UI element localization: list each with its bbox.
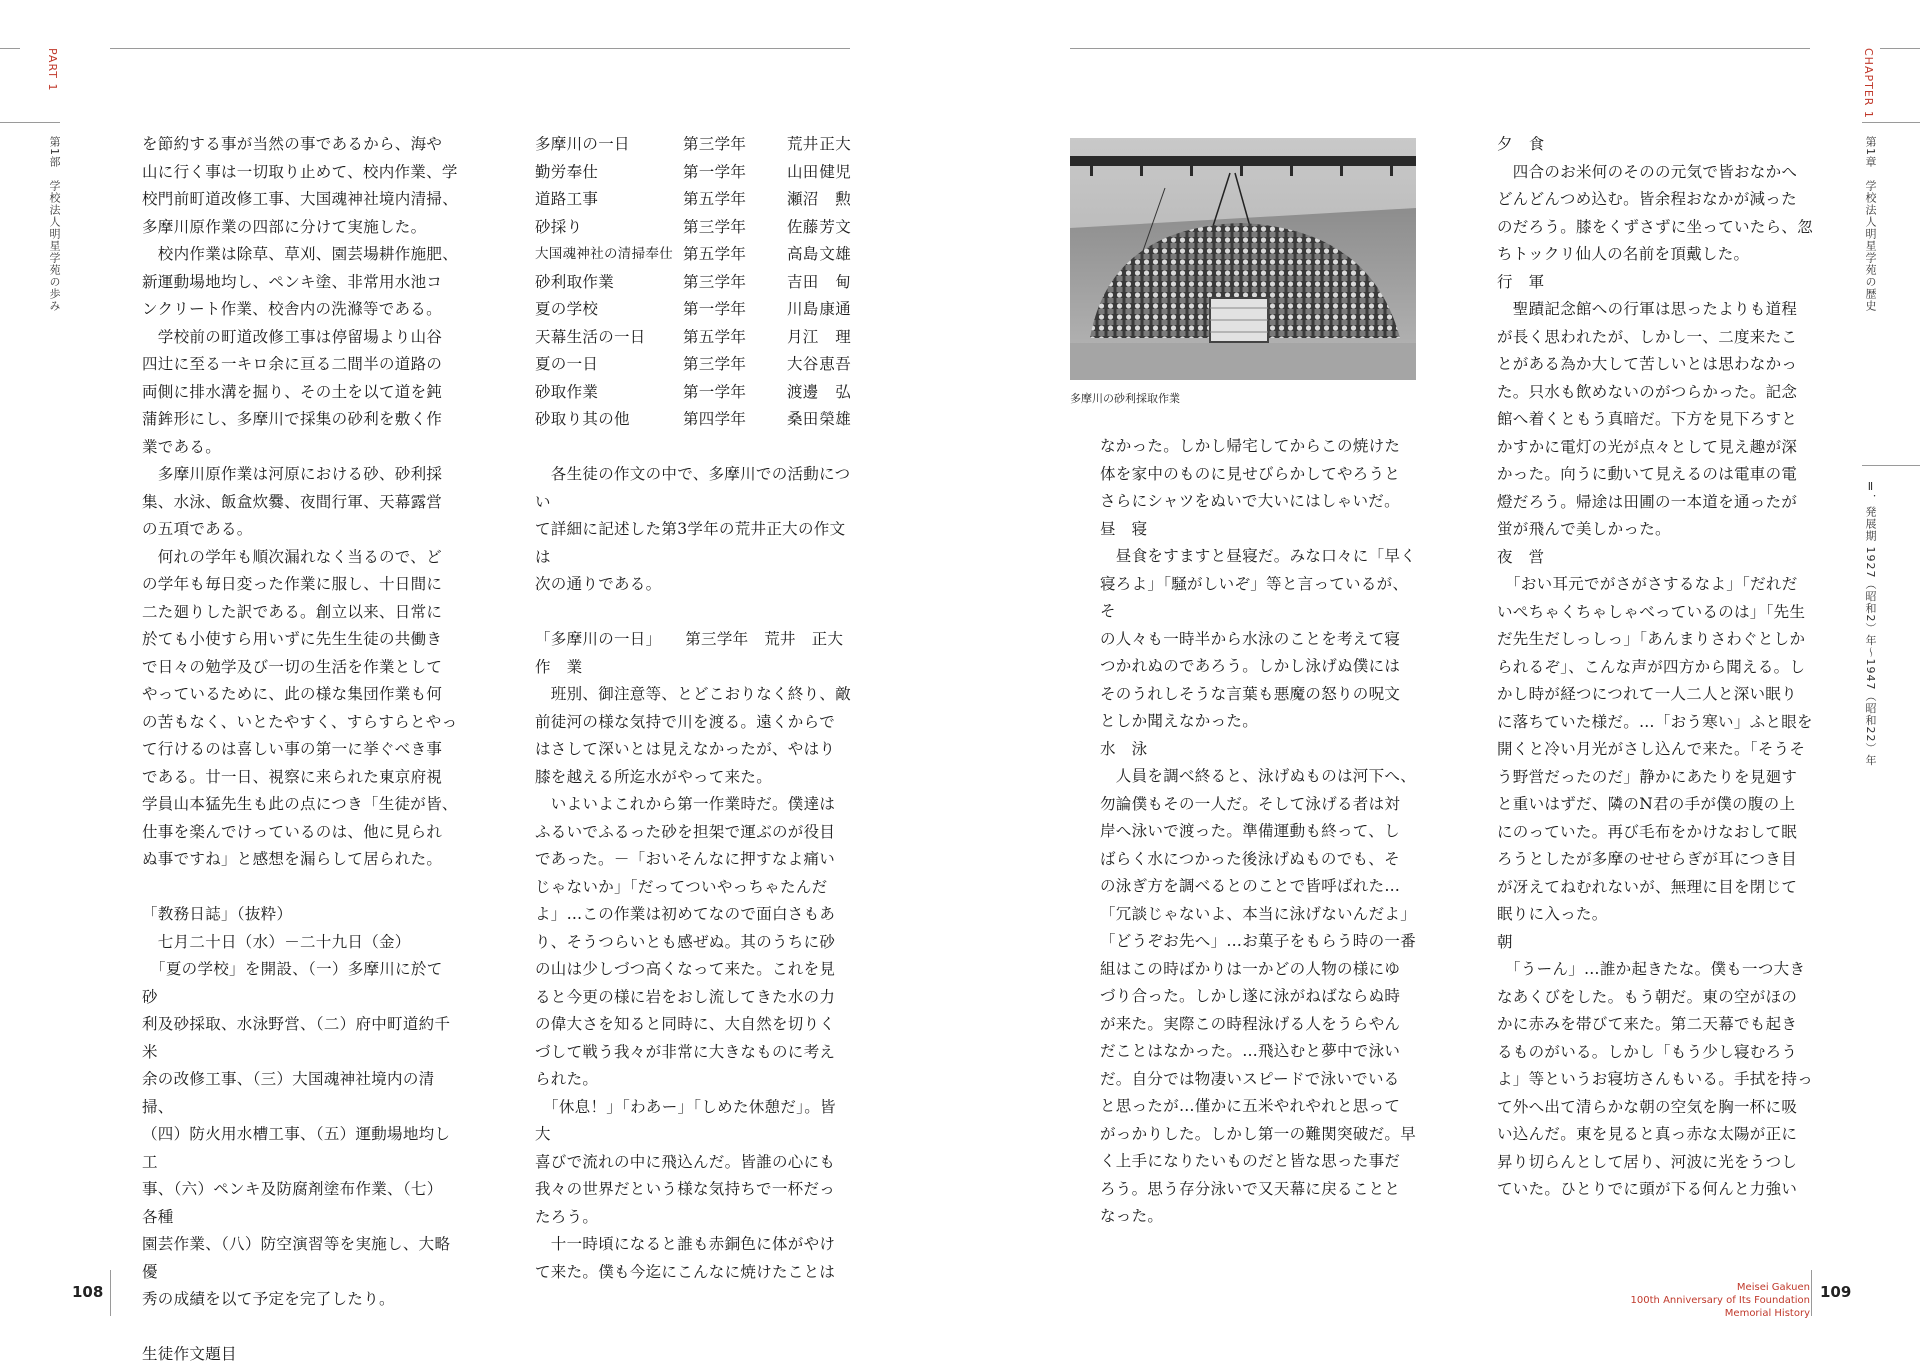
text-line: 「うーん」…誰か起きたな。僕も一つ大き: [1497, 960, 1806, 978]
essay-author: [787, 406, 851, 434]
page-number-right: 109: [1820, 1283, 1852, 1301]
essay-author: [787, 186, 851, 214]
text-line: 両側に排水溝を掘り、その土を以て道を鈍: [142, 382, 443, 401]
photo-gravel-work: [1070, 138, 1416, 380]
essay-title-row: [535, 379, 851, 407]
text-line: 学校前の町道改修工事は停留場より山谷: [142, 327, 443, 346]
text-line: 事、（六）ペンキ及防腐剤塗布作業、（七）各種: [142, 1180, 443, 1226]
essay-grade: 第三学年: [683, 217, 747, 236]
essay-title-row: [535, 241, 851, 269]
text-line: 校門前町道改修工事、大国魂神社境内清掃、: [142, 190, 459, 208]
author-last: 吉田: [787, 272, 819, 291]
text-line: るものがいる。しかし「もう少し寝むろう: [1497, 1042, 1798, 1061]
essay-title: 天幕生活の一日: [535, 327, 646, 346]
text-line: にのっていた。再び毛布をかけなおして眠: [1497, 822, 1798, 841]
text-line: う野営だったのだ」静かにあたりを見廻す: [1497, 767, 1798, 786]
essay-grade: 第一学年: [683, 382, 747, 401]
left-margin-rule: [0, 122, 60, 123]
top-rule-left: [0, 48, 20, 49]
essay-author: [787, 379, 851, 407]
text-line: 我々の世界だという様な気持ちで一杯だっ: [535, 1180, 836, 1198]
essay-author: [787, 296, 851, 324]
essay-title: 道路工事: [535, 190, 599, 208]
text-line: じゃないか」「だってついやっちゃたんだ: [535, 877, 828, 896]
text-line: 「多摩川の一日」 第三学年 荒井 正大: [535, 630, 844, 648]
text-line: ると今更の様に岩をおし流してきた水の力: [535, 987, 836, 1006]
essay-title: 夏の一日: [535, 355, 599, 373]
text-line: のだろう。膝をくずさずに坐っていたら、忽: [1497, 217, 1814, 236]
text-line: 開くと冷い月光がさし込んで来た。「そうそ: [1497, 740, 1806, 758]
text-line: 二た廻りした訳である。創立以来、日常に: [142, 602, 443, 621]
text-line: 組はこの時ばかりは一かどの人物の様にゆ: [1100, 959, 1401, 978]
text-line: 昇り切らんとして居り、河波に光をうつし: [1497, 1152, 1798, 1171]
text-line: なかった。しかし帰宅してからこの焼けた: [1100, 437, 1401, 455]
text-line: の泳ぎ方を調べるとのことで皆呼ばれた…: [1100, 877, 1401, 895]
text-line: 体を家中のものに見せびらかしてやろうと: [1100, 464, 1401, 483]
text-line: かった。向うに動いて見えるのは電車の電: [1497, 465, 1798, 483]
text-line: やっているために、此の様な集団作業も何: [142, 685, 443, 703]
essay-grade: 第三学年: [683, 355, 747, 373]
text-line: かすかに電灯の光が点々として見え趣が深: [1497, 437, 1798, 456]
essay-title-row: [535, 296, 851, 324]
text-line: 朝: [1497, 932, 1513, 951]
essay-body: [535, 434, 851, 1287]
essay-title-row: [535, 351, 851, 379]
author-last: 桑田: [787, 410, 819, 428]
page-number-left: 108: [72, 1283, 104, 1301]
text-line: で日々の勉学及び一切の生活を作業として: [142, 657, 443, 676]
text-line: よ」等というお寝坊さんもいる。手拭を持っ: [1497, 1070, 1814, 1088]
author-last: 山田: [787, 162, 819, 181]
text-line: 「休息！」「わあー」「しめた休憩だ」。皆大: [535, 1097, 836, 1143]
text-line: 「どうぞお先へ」…お菓子をもらう時の一番: [1100, 932, 1417, 950]
text-line: の苦もなく、いとたやすく、すらすらとやっ: [142, 712, 458, 731]
essay-grade: 第五学年: [683, 327, 747, 346]
text-line: 夜 営: [1497, 547, 1545, 566]
text-line: ンクリート作業、校舎内の洗滌等である。: [142, 300, 442, 318]
essay-title-row: [535, 131, 851, 159]
text-line: 四合のお米何のそのの元気で皆おなかへ: [1497, 162, 1798, 181]
chapter-label: CHAPTER 1: [1862, 48, 1875, 119]
essay-title: 勤労奉仕: [535, 162, 599, 181]
text-line: 新運動場地均し、ペンキ塗、非常用水池コ: [142, 272, 443, 291]
text-line: 聖蹟記念館への行軍は思ったよりも道程: [1497, 300, 1798, 318]
author-last: 荒井: [787, 135, 819, 153]
author-last: 瀬沼: [787, 190, 819, 208]
text-line: [535, 434, 851, 462]
text-line: られた。: [535, 1070, 599, 1088]
author-first: 健児: [819, 162, 851, 181]
essay-title: 大国魂神社の清掃奉仕: [535, 246, 673, 262]
essay-title-row: [535, 214, 851, 242]
text-line: 班別、御注意等、とどこおりなく終り、敵: [535, 685, 852, 703]
text-line: [535, 599, 851, 627]
author-first: 榮雄: [819, 410, 851, 428]
text-line: 行 軍: [1497, 272, 1545, 291]
author-first: 康通: [819, 300, 851, 318]
essay-grade: 第五学年: [683, 190, 747, 208]
text-line: づして戦う我々が非常に大きなものに考え: [535, 1042, 836, 1061]
text-line: い込んだ。東を見ると真っ赤な太陽が正に: [1497, 1125, 1798, 1143]
text-line: 「冗談じゃないよ、本当に泳げないんだよ」: [1100, 904, 1417, 923]
author-first: 甸: [835, 272, 851, 291]
part-label: PART 1: [46, 48, 59, 92]
photo-illustration: [1070, 138, 1416, 380]
text-line: である。廿一日、視察に来られた東京府視: [142, 767, 443, 786]
essay-title-row: [535, 269, 851, 297]
text-line: 勿論僕もその一人だ。そして泳げる者は対: [1100, 794, 1401, 813]
text-line: と重いはずだ、隣のN君の手が僕の腹の上: [1497, 795, 1796, 813]
top-rule-left-main: [110, 48, 850, 49]
text-line: を節約する事が当然の事であるから、海や: [142, 135, 443, 153]
essay-title-row: [535, 406, 851, 434]
text-line: 生徒作文題目: [142, 1345, 237, 1363]
text-column-3: [1100, 433, 1416, 1231]
text-column-4: [1497, 131, 1813, 1204]
essay-title: 砂採り: [535, 217, 583, 236]
text-line: だ。自分では物凄いスピードで泳いでいる: [1100, 1069, 1400, 1088]
text-line: はさして深いとは見えなかったが、やはり: [535, 740, 836, 758]
top-rule-right-main: [1070, 48, 1810, 49]
text-line: 余の改修工事、（三）大国魂神社境内の清掃、: [142, 1070, 435, 1116]
text-line: 校内作業は除草、草刈、園芸場耕作施肥、: [142, 245, 459, 263]
text-line: 作 業: [535, 657, 583, 676]
footer-line-3: Memorial History: [1724, 1308, 1810, 1319]
text-line: 館へ着くともう真暗だ。下方を見下ろすと: [1497, 410, 1798, 428]
footer-divider-right: [1811, 1270, 1812, 1316]
text-line: 園芸作業、（八）防空演習等を実施し、大略優: [142, 1235, 451, 1281]
essay-grade: 第一学年: [683, 300, 747, 318]
author-last: 大谷: [787, 355, 819, 373]
text-line: て行けるのは喜しい事の第一に挙ぐべき事: [142, 740, 443, 758]
top-rule-right: [1880, 48, 1920, 49]
text-line: かし時が経つにつれて一人二人と深い眠り: [1497, 685, 1797, 703]
text-line: の山は少しづつ高くなって来た。これを見: [535, 960, 836, 978]
period-label: Ⅱ．発展期 1927（昭和2）年～1947（昭和22）年: [1864, 480, 1877, 767]
text-line: 水 泳: [1100, 739, 1148, 758]
text-line: の偉大さを知ると同時に、大自然を切りく: [535, 1015, 836, 1033]
text-line: 夕 食: [1497, 135, 1545, 153]
text-line: の五項である。: [142, 520, 253, 538]
essay-grade: 第五学年: [683, 245, 747, 263]
part-title: 第1部 学校法人明星学苑の歩み: [48, 136, 61, 312]
text-line: 「おい耳元でがさがさするなよ」「だれだ: [1497, 575, 1798, 593]
text-line: だ先生だしっしっ」「あんまりさわぐとしか: [1497, 630, 1806, 648]
text-line: 膝を越える所迄水がやって来た。: [535, 767, 773, 786]
text-line: 七月二十日（水）－二十九日（金）: [142, 932, 411, 951]
author-last: 渡邊: [787, 382, 819, 401]
text-line: 燈だろう。帰途は田圃の一本道を通ったが: [1497, 492, 1798, 511]
photo-caption: 多摩川の砂利採取作業: [1070, 392, 1180, 405]
author-first: 恵吾: [819, 355, 851, 373]
text-line: 各生徒の作文の中で、多摩川での活動につい: [535, 465, 851, 511]
essay-author: [787, 241, 851, 269]
text-line: が来た。実際この時程泳げる人をうらやん: [1100, 1014, 1401, 1033]
footer-line-1: Meisei Gakuen: [1736, 1282, 1810, 1293]
right-margin-rule: [1862, 122, 1920, 123]
essay-grade: 第四学年: [683, 410, 747, 428]
essay-titles-list: [535, 131, 851, 434]
author-first: 理: [835, 327, 851, 346]
text-line: 次の通りである。: [535, 575, 662, 593]
essay-title: 砂利取作業: [535, 272, 615, 291]
text-line: ちトックリ仙人の名前を頂戴した。: [1497, 245, 1750, 263]
essay-author: [787, 131, 851, 159]
essay-title-row: [535, 186, 851, 214]
text-column-2: [535, 131, 851, 1286]
text-line: 人員を調べ終ると、泳げぬものは河下へ、: [1100, 767, 1417, 785]
text-line: さらにシャツをぬいで大いにはしゃいだ。: [1100, 492, 1400, 510]
text-line: 四辻に至る一キロ余に亘る二間半の道路の: [142, 355, 443, 373]
text-line: 業である。: [142, 437, 222, 456]
author-first: 文雄: [819, 245, 851, 263]
text-line: よ」…この作業は初めてなので面白さもあ: [535, 905, 836, 923]
text-line: [142, 874, 458, 902]
text-line: とがある為か大して苦しいとは思わなかっ: [1497, 355, 1798, 373]
text-line: 多摩川原作業の四部に分けて実施した。: [142, 217, 427, 236]
text-line: て外へ出て清らかな朝の空気を胸一杯に吸: [1497, 1097, 1798, 1116]
text-line: 蛍が飛んで美しかった。: [1497, 520, 1671, 538]
text-line: だことはなかった。…飛込むと夢中で泳い: [1100, 1042, 1401, 1060]
text-line: なった。: [1100, 1207, 1164, 1225]
text-line: られるぞ」、こんな声が四方から聞える。し: [1497, 657, 1806, 676]
text-line: ふるいでふるった砂を担架で運ぶのが役目: [535, 822, 836, 841]
text-line: がっかりした。しかし第一の難関突破だ。早: [1100, 1124, 1417, 1143]
text-line: と思ったが…僅かに五米やれやれと思って: [1100, 1097, 1401, 1115]
text-line: 寝ろよ」「騒がしいぞ」等と言っているが、そ: [1100, 574, 1409, 620]
essay-author: [787, 269, 851, 297]
author-last: 佐藤: [787, 217, 819, 236]
text-line: 喜びで流れの中に飛込んだ。皆誰の心にも: [535, 1152, 836, 1171]
text-line: なあくびをした。もう朝だ。東の空がほの: [1497, 987, 1798, 1006]
essay-author: [787, 159, 851, 187]
essay-grade: 第一学年: [683, 162, 747, 181]
text-line: 仕事を楽んでけっているのは、他に見られ: [142, 822, 443, 841]
text-line: 何れの学年も順次漏れなく当るので、ど: [142, 547, 442, 566]
text-line: 岸へ泳いで渡った。準備運動も終って、し: [1100, 822, 1400, 840]
text-line: たろう。: [535, 1207, 599, 1226]
text-line: ろう。思う存分泳いで又天幕に戻ることと: [1100, 1179, 1401, 1198]
text-line: 蒲鉾形にし、多摩川で採集の砂利を敷く作: [142, 410, 443, 428]
essay-author: [787, 214, 851, 242]
text-line: 「夏の学校」を開設、（一）多摩川に於て砂: [142, 960, 443, 1006]
text-line: 眠りに入った。: [1497, 905, 1608, 923]
essay-author: [787, 324, 851, 352]
essay-author: [787, 351, 851, 379]
text-line: 十一時頃になると誰も赤銅色に体がやけ: [535, 1235, 836, 1253]
text-line: つかれぬのであろう。しかし泳げぬ僕には: [1100, 657, 1401, 675]
text-line: 学員山本猛先生も此の点につき「生徒が皆、: [142, 795, 458, 813]
essay-title-row: [535, 324, 851, 352]
text-line: ぬ事ですね」と感想を漏らして居られた。: [142, 850, 443, 868]
text-line: 於ても小使すら用いずに先生生徒の共働き: [142, 630, 443, 648]
text-line: に落ちていた様だ。…「おう寒い」ふと眼を: [1497, 712, 1813, 731]
text-line: 昼 寝: [1100, 519, 1148, 538]
text-line: 多摩川原作業は河原における砂、砂利採: [142, 465, 443, 483]
essay-grade: 第三学年: [683, 135, 747, 153]
text-line: であった。－「おいそんなに押すなよ痛い: [535, 850, 836, 868]
footer-publication-title: [1631, 1281, 1810, 1320]
text-line: づり合った。しかし遂に泳がねばならぬ時: [1100, 987, 1401, 1005]
text-line: いよいよこれから第一作業時だ。僕達は: [535, 795, 836, 813]
text-line: 集、水泳、飯盒炊爨、夜間行軍、天幕露営: [142, 492, 443, 511]
essay-grade: 第三学年: [683, 272, 747, 291]
text-line: 前徒河の様な気持で川を渡る。遠くからで: [535, 712, 836, 731]
author-last: 高島: [787, 245, 819, 263]
author-first: 正大: [819, 135, 851, 153]
right-margin-rule-2: [1862, 465, 1920, 466]
text-line: た。只水も飲めないのがつらかった。記念: [1497, 382, 1798, 401]
text-line: どんどんつめ込む。皆余程おなかが減った: [1497, 190, 1797, 208]
text-line: ばらく水につかった後泳げぬものでも、そ: [1100, 849, 1400, 868]
text-line: としか聞えなかった。: [1100, 712, 1259, 730]
text-line: 「教務日誌」（抜粋）: [142, 905, 293, 923]
text-line: [142, 1314, 458, 1342]
text-line: そのうれしそうな言葉も悪魔の怒りの呪文: [1100, 684, 1401, 703]
footer-line-2: 100th Anniversary of Its Foundation: [1630, 1295, 1810, 1306]
essay-title-row: [535, 159, 851, 187]
text-line: て来た。僕も今迄にこんなに焼けたことは: [535, 1262, 836, 1281]
text-line: 利及砂採取、水泳野営、（二）府中町道約千米: [142, 1015, 451, 1061]
essay-title: 砂取り其の他: [535, 410, 630, 428]
text-line: いぺちゃくちゃしゃべっているのは」「先生: [1497, 602, 1806, 621]
author-first: 勲: [835, 190, 851, 208]
text-line: 秀の成績を以て予定を完了したり。: [142, 1290, 395, 1308]
text-line: （四）防火用水槽工事、（五）運動場地均し工: [142, 1125, 451, 1171]
text-line: 昼食をすますと昼寝だ。みな口々に「早く: [1100, 547, 1417, 565]
text-line: ていた。ひとりでに頭が下る何んと力強い: [1497, 1180, 1798, 1198]
text-column-1: [142, 131, 458, 1369]
author-last: 月江: [787, 327, 819, 346]
text-line: が冴えてねむれないが、無理に目を閉じて: [1497, 877, 1798, 896]
text-line: 山に行く事は一切取り止めて、校内作業、学: [142, 162, 458, 181]
author-last: 川島: [787, 300, 819, 318]
text-line: かに赤みを帯びて来た。第二天幕でも起き: [1497, 1015, 1798, 1033]
text-line: く上手になりたいものだと皆な思った事だ: [1100, 1152, 1401, 1170]
text-line: り、そうつらいとも感ぜぬ。其のうちに砂: [535, 932, 836, 951]
author-first: 弘: [835, 382, 851, 401]
footer-divider-left: [110, 1270, 111, 1316]
essay-title: 多摩川の一日: [535, 135, 630, 153]
chapter-title: 第1章 学校法人明星学苑の歴史: [1864, 136, 1877, 312]
text-line: の人々も一時半から水泳のことを考えて寝: [1100, 629, 1401, 648]
author-first: 芳文: [819, 217, 851, 236]
essay-title: 夏の学校: [535, 300, 599, 318]
essay-title: 砂取作業: [535, 382, 599, 401]
text-line: ろうとしたが多摩のせせらぎが耳につき目: [1497, 850, 1797, 868]
text-line: が長く思われたが、しかし一、二度来たこ: [1497, 327, 1798, 346]
text-line: の学年も毎日変った作業に服し、十日間に: [142, 575, 443, 593]
text-line: て詳細に記述した第3学年の荒井正大の作文は: [535, 520, 846, 566]
